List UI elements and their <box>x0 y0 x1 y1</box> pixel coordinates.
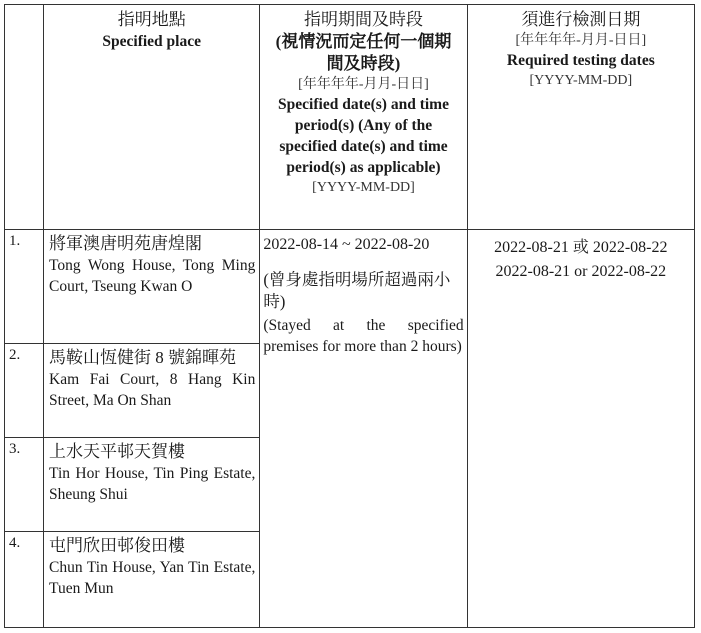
header-period-zh-note: (視情況而定任何一個期間及時段) <box>275 32 452 73</box>
header-period-en: Specified date(s) and time period(s) (Any of the specified date(s) and time period(s) as applicable) <box>278 96 449 176</box>
place-name-zh: 馬鞍山恆健街 8 號錦暉苑 <box>49 348 237 367</box>
header-place-zh: 指明地點 <box>117 10 186 29</box>
table-row <box>5 230 695 344</box>
place-name-zh: 屯門欣田邨俊田樓 <box>49 536 186 555</box>
period-note-en: (Stayed at the specified premises for more than 2 hours) <box>263 317 464 355</box>
header-period-format-zh: [年年年年-月月-日日] <box>298 77 429 92</box>
place-name-zh: 上水天平邨天賀樓 <box>49 442 186 461</box>
header-period <box>260 5 467 230</box>
period-cell <box>260 230 467 628</box>
testing-dates-zh: 2022-08-21 或 2022-08-22 <box>494 239 668 256</box>
header-testing-en: Required testing dates <box>506 52 655 69</box>
testing-dates-en: 2022-08-21 or 2022-08-22 <box>495 263 667 280</box>
place-cell <box>44 230 260 344</box>
row-number: 3. <box>5 438 44 532</box>
place-cell <box>44 438 260 532</box>
header-testing-format-en: [YYYY-MM-DD] <box>529 73 633 88</box>
place-cell <box>44 344 260 438</box>
period-range: 2022-08-14 ~ 2022-08-20 <box>263 236 430 253</box>
place-name-zh: 將軍澳唐明苑唐煌閣 <box>49 234 203 253</box>
testing-cell <box>467 230 694 628</box>
row-number: 1. <box>5 230 44 344</box>
place-name-en: Kam Fai Court, 8 Hang Kin Street, Ma On Shan <box>49 371 256 409</box>
place-name-en: Tong Wong House, Tong Ming Court, Tseung Kwan O <box>49 257 256 295</box>
row-number: 4. <box>5 532 44 628</box>
header-period-zh: 指明期間及時段 <box>304 10 423 29</box>
header-place-en: Specified place <box>102 33 201 50</box>
header-testing-zh: 須進行檢測日期 <box>521 10 641 29</box>
header-row <box>5 5 695 230</box>
header-period-format-en: [YYYY-MM-DD] <box>312 180 415 195</box>
place-cell <box>44 532 260 628</box>
header-place <box>44 5 260 230</box>
header-number <box>5 5 44 230</box>
place-name-en: Tin Hor House, Tin Ping Estate, Sheung Shui <box>49 465 256 503</box>
period-note-zh: (曾身處指明場所超過兩小時) <box>263 270 451 311</box>
row-number: 2. <box>5 344 44 438</box>
specified-places-table <box>4 4 695 628</box>
place-name-en: Chun Tin House, Yan Tin Estate, Tuen Mun <box>49 559 256 597</box>
header-testing-format-zh: [年年年年-月月-日日] <box>515 33 647 48</box>
header-testing <box>467 5 694 230</box>
